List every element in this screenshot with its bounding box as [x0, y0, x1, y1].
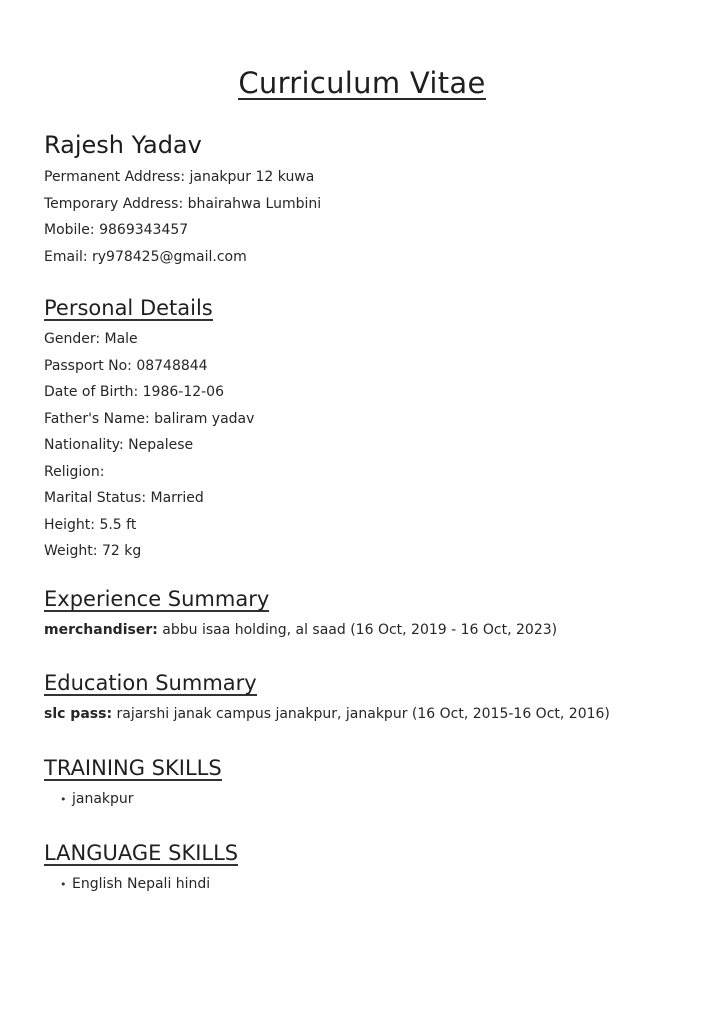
experience-detail: abbu isaa holding, al saad (16 Oct, 2019 - 16 Oct, 2023) — [157, 621, 558, 638]
education-summary-heading — [44, 669, 680, 697]
training-skills-heading-text: TRAINING SKILLS — [44, 755, 222, 780]
passport-number: Passport No: 08748844 — [44, 357, 208, 374]
training-skills-heading — [44, 754, 680, 782]
email-address: Email: ry978425@gmail.com — [44, 248, 247, 265]
list-item: • English Nepali hindi — [60, 871, 680, 898]
education-summary-heading-text: Education Summary — [44, 671, 257, 695]
personal-details-list — [44, 326, 680, 565]
gender: Gender: Male — [44, 331, 138, 347]
mobile-number: Mobile: 9869343457 — [44, 222, 189, 238]
experience-summary-heading — [44, 585, 680, 613]
education-detail: rajarshi janak campus janakpur, janakpur (16 Oct, 2015-16 Oct, 2016) — [112, 706, 610, 722]
marital-status: Marital Status: Married — [44, 490, 204, 506]
religion: Religion: — [44, 463, 105, 480]
training-skills-list — [44, 786, 680, 813]
date-of-birth: Date of Birth: 1986-12-06 — [44, 384, 224, 400]
experience-entry — [44, 617, 680, 644]
experience-summary-heading-text: Experience Summary — [44, 586, 270, 611]
fathers-name: Father's Name: baliram yadav — [44, 410, 255, 427]
temporary-address: Temporary Address: bhairahwa Lumbini — [44, 195, 322, 212]
nationality: Nationality: Nepalese — [44, 437, 194, 453]
education-degree: slc pass: — [44, 706, 113, 722]
experience-role: merchandiser: — [44, 621, 158, 638]
language-skills-heading — [44, 839, 680, 867]
contact-block — [44, 164, 680, 270]
document-title-text: Curriculum Vitae — [238, 66, 486, 100]
weight: Weight: 72 kg — [44, 543, 142, 559]
permanent-address: Permanent Address: janakpur 12 kuwa — [44, 169, 315, 185]
document-title — [44, 0, 680, 100]
candidate-name: Rajesh Yadav — [44, 131, 202, 159]
list-item: • janakpur — [60, 786, 680, 813]
personal-details-heading-text: Personal Details — [44, 296, 213, 320]
education-entry — [44, 701, 680, 728]
personal-details-heading — [44, 294, 680, 322]
language-skills-list — [44, 871, 680, 898]
height: Height: 5.5 ft — [44, 516, 137, 533]
language-skills-heading-text: LANGUAGE SKILLS — [44, 840, 239, 865]
